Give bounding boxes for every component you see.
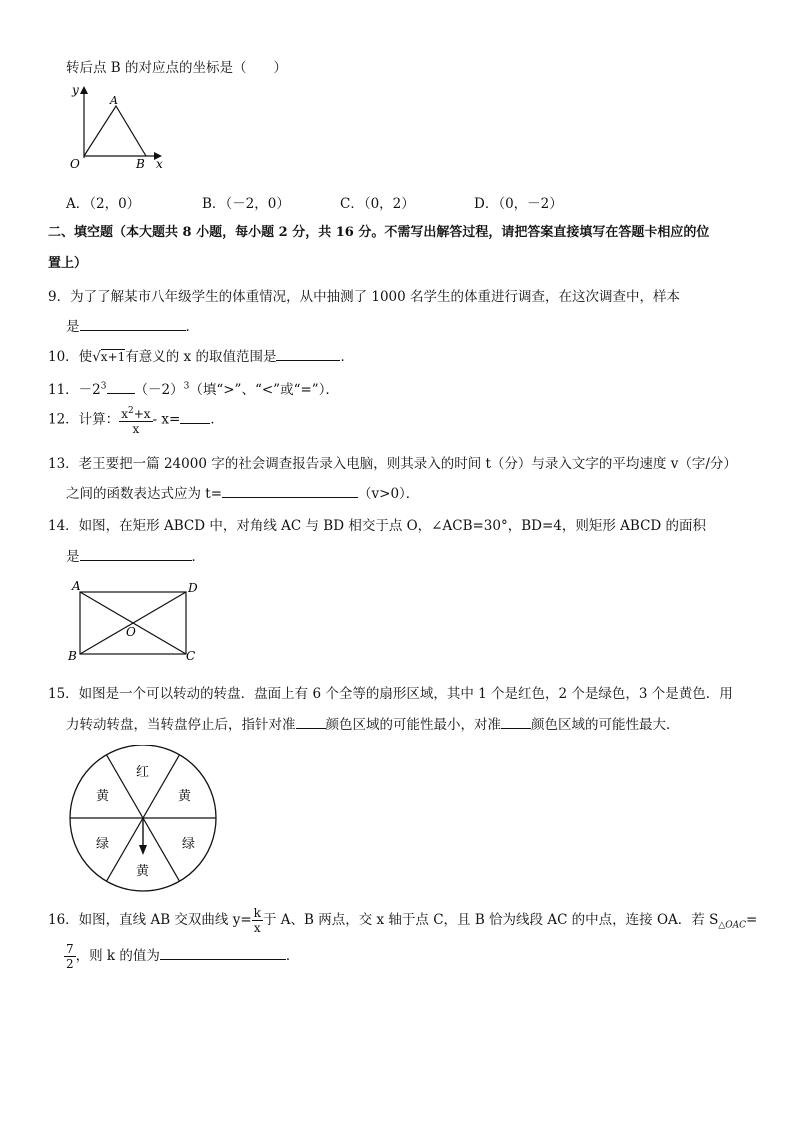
q16-frac-den: 2: [66, 957, 74, 971]
y-axis-arrow: [80, 86, 88, 94]
q15-answer-blank-2[interactable]: [501, 716, 531, 729]
sector-yellow-label-2: 黄: [96, 789, 110, 804]
q13-line2: [66, 482, 419, 502]
q12-line: [48, 404, 224, 436]
q9-answer-blank[interactable]: [80, 318, 186, 331]
q13-answer-blank[interactable]: [222, 485, 358, 498]
q12-suffix: ．: [210, 411, 224, 428]
q14-suffix: ．: [191, 549, 205, 565]
q14-answer-blank[interactable]: [80, 548, 192, 561]
q15-line2: [66, 713, 680, 733]
q16-frac-num: 7: [66, 942, 74, 956]
q15-line1: 15．如图是一个可以转动的转盘．盘面上有 6 个全等的扇形区域，其中 1 个是红色，2 个是绿色，3 个是黄色．用: [48, 686, 733, 702]
q11-line: [48, 378, 339, 398]
q14-rectangle-figure: [64, 578, 214, 664]
q14-line1: 14．如图，在矩形 ABCD 中，对角线 AC 与 BD 相交于点 O，∠ACB=30°，BD=4，则矩形 ABCD 的面积: [48, 518, 707, 534]
label-a: A: [72, 579, 81, 593]
q16-k-num: k: [253, 906, 261, 920]
q8-triangle-figure: [60, 84, 180, 174]
triangle-oab: [84, 106, 146, 156]
q9-line1: 9．为了了解某市八年级学生的体重情况，从中抽测了 1000 名学生的体重进行调查，在这次调查中，样本: [48, 289, 681, 305]
section-heading-cont: 置上）: [48, 256, 88, 271]
sector-yellow-label-1: 黄: [178, 789, 192, 804]
q13-line1: 13．老王要把一篇 24000 字的社会调查报告录入电脑，则其录入的时间 t（分）与录入文字的平均速度 v（字/分）: [48, 456, 737, 472]
q16-text-b: 于 A、B 两点，交 x 轴于点 C，且 B 恰为线段 AC 的中点，连接 OA．若 S: [262, 912, 719, 928]
q8-option-a: A．（2，0）: [66, 196, 141, 212]
label-d: D: [188, 581, 198, 595]
q16-line2: [64, 942, 299, 971]
q15-answer-blank-1[interactable]: [296, 716, 326, 729]
label-y: y: [72, 84, 79, 97]
label-b: B: [68, 649, 77, 663]
q8-question-line: 转后点 B 的对应点的坐标是（ ）: [66, 60, 288, 76]
q9-suffix: ．: [185, 319, 199, 335]
label-o: O: [70, 157, 80, 171]
sqrt-sign: √: [92, 349, 101, 365]
q15-spinner-figure: [66, 745, 222, 893]
q16-line1: [48, 906, 757, 935]
q11-suffix: （填“>”、“<”或“=”）．: [189, 382, 339, 398]
q16-k-den: x: [253, 921, 261, 935]
q16-suffix: ．: [285, 948, 300, 964]
label-o: O: [126, 625, 136, 639]
q12-after: - x=: [152, 411, 181, 428]
q16-eq: =: [746, 912, 758, 928]
q14-line2: [66, 545, 205, 565]
q12-fraction: [119, 404, 152, 436]
q11-prefix: 11．－2: [48, 382, 101, 398]
q15-text-c: 颜色区域的可能性最大．: [531, 717, 680, 733]
spinner-pointer-arrow: [139, 845, 147, 855]
q13-suffix: （v>0）．: [358, 486, 420, 502]
q10-line: [48, 345, 354, 365]
q12-answer-blank[interactable]: [180, 411, 210, 424]
sector-green-label-1: 绿: [96, 837, 110, 852]
q16-subscript: △OAC: [718, 920, 747, 931]
q12-num-rest: +x: [133, 407, 151, 421]
q11-exp2: 3: [183, 381, 190, 392]
q15-text-b: 颜色区域的可能性最小，对准: [325, 717, 501, 733]
q16-answer-blank[interactable]: [160, 947, 286, 960]
sector-green-label-2: 绿: [182, 837, 196, 852]
q13-prefix: 之间的函数表达式应为 t=: [66, 486, 223, 502]
q10-radicand: x+1: [100, 350, 126, 364]
label-x: x: [156, 157, 163, 171]
q11-middle: （－2）: [134, 382, 184, 398]
q15-text-a: 力转动转盘，当转盘停止后，指针对准: [66, 717, 296, 733]
q16-area-fraction: [64, 942, 76, 971]
q11-exp1: 3: [100, 381, 107, 392]
q9-line2: [66, 315, 199, 335]
q10-suffix: ．: [340, 349, 354, 365]
label-b: B: [136, 157, 145, 171]
q10-middle: 有意义的 x 的取值范围是: [125, 349, 277, 365]
q16-text-a: 16．如图，直线 AB 交双曲线 y=: [48, 912, 252, 928]
q16-line2-text: ，则 k 的值为: [75, 948, 160, 964]
q12-den: x: [132, 422, 140, 436]
q8-option-c: C．（0，2）: [340, 196, 415, 212]
section-heading: 二、填空题（本大题共 8 小题，每小题 2 分，共 16 分。不需写出解答过程，请把答案直接填写在答题卡相应的位: [48, 225, 710, 240]
label-a: A: [110, 94, 118, 107]
q8-option-d: D．（0，－2）: [474, 196, 563, 212]
sector-yellow-label-3: 黄: [136, 864, 150, 879]
q11-answer-blank[interactable]: [107, 381, 135, 394]
label-c: C: [186, 649, 196, 663]
q16-k-fraction: [252, 906, 263, 935]
q12-num-exp: 2: [127, 406, 134, 416]
q14-prefix: 是: [66, 549, 80, 565]
q10-answer-blank[interactable]: [276, 348, 340, 361]
q8-option-b: B．（－2，0）: [202, 196, 290, 212]
q12-prefix: 12．计算：: [48, 411, 120, 428]
q10-prefix: 10．使: [48, 349, 93, 365]
sector-red-label: 红: [136, 765, 150, 780]
q12-num-base: x: [121, 407, 128, 421]
q9-prefix: 是: [66, 319, 80, 335]
